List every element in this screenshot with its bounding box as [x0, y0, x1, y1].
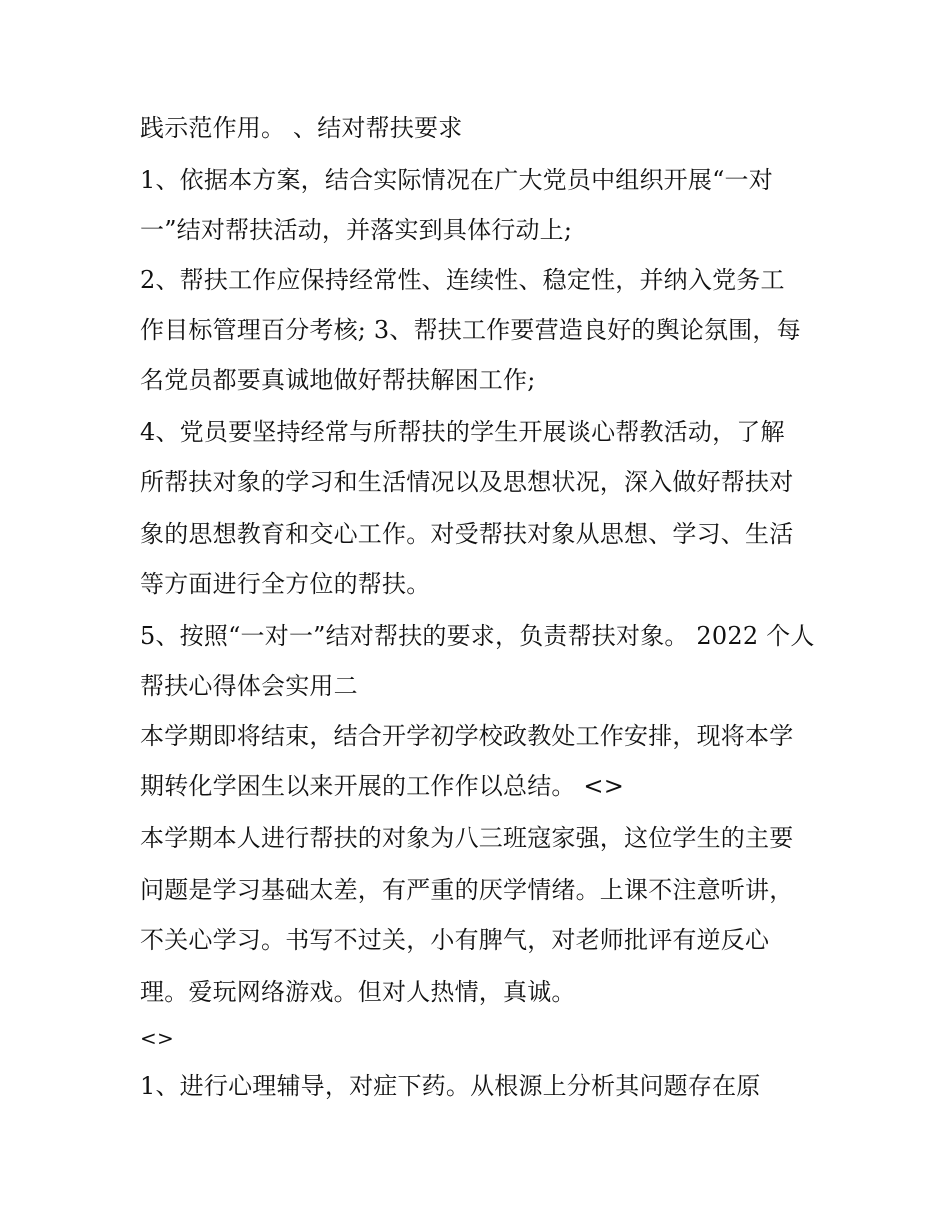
- text-line: 5、按照“一对一”结对帮扶的要求，负责帮扶对象。 2022 个人: [140, 622, 815, 650]
- text-line: <>: [140, 1026, 174, 1050]
- text-line: 本学期即将结束，结合开学初学校政教处工作安排，现将本学: [140, 722, 794, 750]
- text-line: 象的思想教育和交心工作。对受帮扶对象从思想、学习、生活: [140, 520, 794, 548]
- text-line: 理。爱玩网络游戏。但对人热情，真诚。: [140, 978, 576, 1006]
- text-line: 践示范作用。 、结对帮扶要求: [140, 114, 463, 142]
- text-line: 一”结对帮扶活动，并落实到具体行动上;: [140, 216, 573, 244]
- text-line: 所帮扶对象的学习和生活情况以及思想状况，深入做好帮扶对: [140, 468, 794, 496]
- text-line: 本学期本人进行帮扶的对象为八三班寇家强，这位学生的主要: [140, 824, 794, 852]
- text-line: 1、进行心理辅导，对症下药。从根源上分析其问题存在原: [140, 1072, 761, 1100]
- text-line: 问题是学习基础太差，有严重的厌学情绪。上课不注意听讲，: [140, 876, 794, 904]
- text-line: 作目标管理百分考核; 3、帮扶工作要营造良好的舆论氛围，每: [140, 316, 801, 344]
- text-line: 2、帮扶工作应保持经常性、连续性、稳定性，并纳入党务工: [140, 266, 785, 294]
- text-line: 期转化学困生以来开展的工作作以总结。 <>: [140, 772, 625, 800]
- text-line: 等方面进行全方位的帮扶。: [140, 570, 431, 598]
- text-line: 帮扶心得体会实用二: [140, 672, 358, 700]
- text-line: 1、依据本方案，结合实际情况在广大党员中组织开展“一对: [140, 166, 773, 194]
- text-line: 名党员都要真诚地做好帮扶解困工作;: [140, 366, 536, 394]
- text-line: 4、党员要坚持经常与所帮扶的学生开展谈心帮教活动，了解: [140, 418, 785, 446]
- text-line: 不关心学习。书写不过关，小有脾气，对老师批评有逆反心: [140, 926, 770, 954]
